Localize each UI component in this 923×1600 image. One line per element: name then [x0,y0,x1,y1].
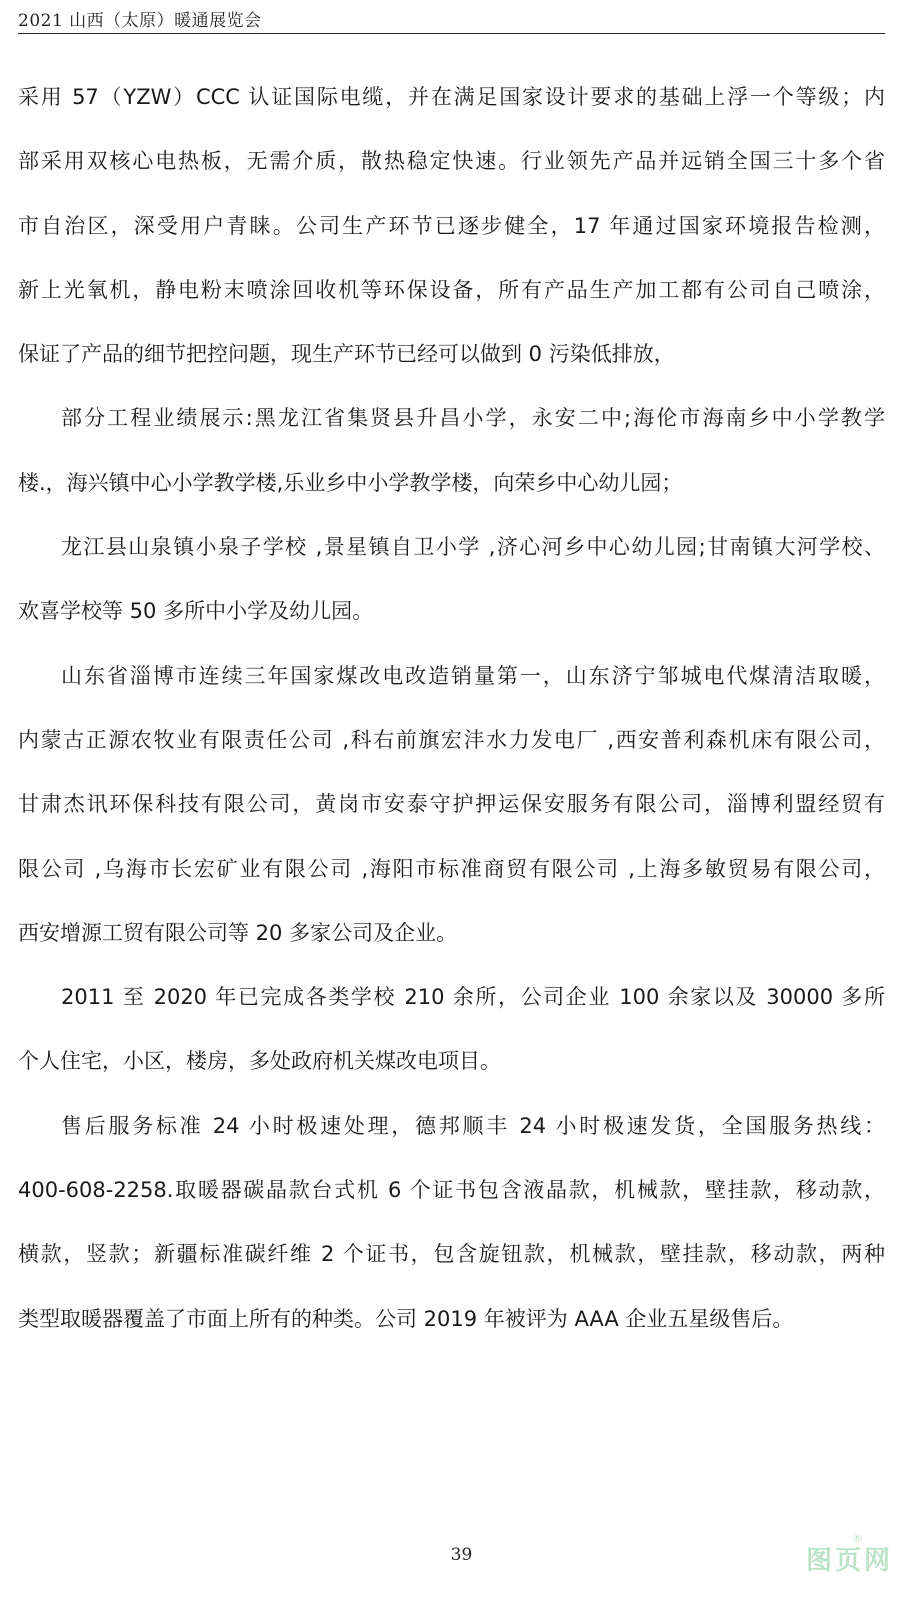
paragraph-1-line-5: 保证了产品的细节把控问题，现生产环节已经可以做到 0 污染低排放， [18,342,675,367]
paragraph-5-line-2: 个人住宅，小区，楼房，多处政府机关煤改电项目。 [18,1049,501,1074]
paragraph-1-line-2: 部采用双核心电热板，无需介质，散热稳定快速。行业领先产品并远销全国三十多个省 [18,149,885,174]
page-header-title: 2021 山西（太原）暖通展览会 [18,11,262,31]
paragraph-6-line-4: 类型取暖器覆盖了市面上所有的种类。公司 2019 年被评为 AAA 企业五星级售后。 [18,1306,794,1331]
paragraph-1-line-3: 市自治区，深受用户青睐。公司生产环节已逐步健全，17 年通过国家环境报告检测， [18,213,885,238]
paragraph-5-line-1: 2011 至 2020 年已完成各类学校 210 余所，公司企业 100 余家以及 30000 多所 [61,985,885,1010]
paragraph-3-line-1: 龙江县山泉镇小泉子学校 ,景星镇自卫小学 ,济心河乡中心幼儿园;甘南镇大河学校、 [61,535,885,560]
paragraph-4-line-1: 山东省淄博市连续三年国家煤改电改造销量第一，山东济宁邹城电代煤清洁取暖， [61,663,885,688]
paragraph-4-line-5: 西安增源工贸有限公司等 20 多家公司及企业。 [18,920,458,945]
paragraph-6-line-1: 售后服务标准 24 小时极速处理，德邦顺丰 24 小时极速发货，全国服务热线： [61,1113,885,1138]
paragraph-1-line-1: 采用 57（YZW）CCC 认证国际电缆，并在满足国家设计要求的基础上浮一个等级；内 [18,85,885,109]
document-body [18,81,885,1367]
header-divider [18,33,885,34]
paragraph-3-line-2: 欢喜学校等 50 多所中小学及幼儿园。 [18,599,374,624]
page-number: 39 [450,1545,473,1565]
paragraph-4-line-4: 限公司 ,乌海市长宏矿业有限公司 ,海阳市标准商贸有限公司 ,上海多敏贸易有限公司， [18,856,885,881]
paragraph-4-line-2: 内蒙古正源农牧业有限责任公司 ,科右前旗宏沣水力发电厂 ,西安普利森机床有限公司， [18,727,885,752]
registered-mark: ® [852,1532,863,1545]
paragraph-4-line-3: 甘肃杰讯环保科技有限公司，黄岗市安泰守护押运保安服务有限公司，淄博利盟经贸有 [18,792,885,817]
site-watermark: 图页网 [805,1546,893,1576]
paragraph-1-line-4: 新上光氧机，静电粉末喷涂回收机等环保设备，所有产品生产加工都有公司自己喷涂， [18,277,885,302]
paragraph-2-line-2: 楼.，海兴镇中心小学教学楼,乐业乡中小学教学楼，向荣乡中心幼儿园； [18,470,683,495]
paragraph-6-line-2: 400-608-2258.取暖器碳晶款台式机 6 个证书包含液晶款，机械款，壁挂款，移动款， [18,1178,885,1203]
paragraph-2-line-1: 部分工程业绩展示:黑龙江省集贤县升昌小学，永安二中;海伦市海南乡中小学教学 [61,406,885,431]
paragraph-6-line-3: 横款，竖款；新疆标准碳纤维 2 个证书，包含旋钮款，机械款，壁挂款，移动款，两种 [18,1242,885,1267]
